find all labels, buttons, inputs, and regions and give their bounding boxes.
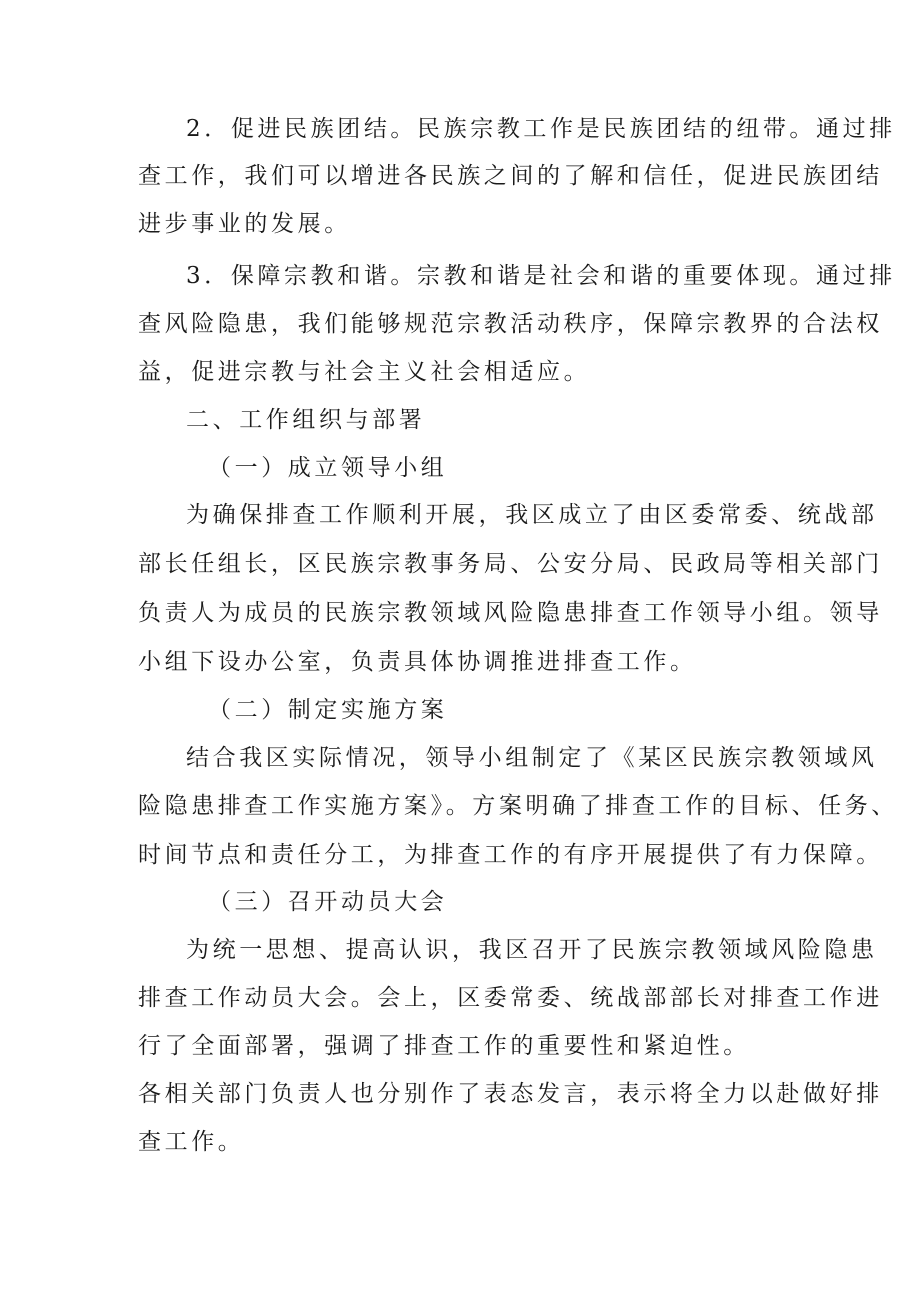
paragraph-line: 排查工作动员大会。会上，区委常委、统战部部长对排查工作进 (138, 985, 883, 1011)
paragraph-line: 进步事业的发展。 (138, 211, 351, 237)
paragraph-line: 负责人为成员的民族宗教领域风险隐患排查工作领导小组。领导 (138, 600, 883, 626)
paragraph-line: 查风险隐患，我们能够规范宗教活动秩序，保障宗教界的合法权 (138, 311, 883, 337)
paragraph-line: 3．保障宗教和谐。宗教和谐是社会和谐的重要体现。通过排 (186, 263, 896, 289)
paragraph-line: 益，促进宗教与社会主义社会相适应。 (138, 359, 591, 385)
paragraph-line: 结合我区实际情况，领导小组制定了《某区民族宗教领域风 (186, 745, 878, 771)
paragraph-line: 行了全面部署，强调了排查工作的重要性和紧迫性。 (138, 1033, 750, 1059)
section-heading: 二、工作组织与部署 (186, 407, 426, 433)
subsection-heading: （三）召开动员大会 (208, 889, 448, 915)
paragraph-line: 查工作。 (138, 1129, 245, 1155)
subsection-heading: （二）制定实施方案 (208, 697, 448, 723)
paragraph-line: 为确保排查工作顺利开展，我区成立了由区委常委、统战部 (186, 502, 878, 528)
paragraph-line: 时间节点和责任分工，为排查工作的有序开展提供了有力保障。 (138, 842, 883, 868)
paragraph-line: 险隐患排查工作实施方案》。方案明确了排查工作的目标、任务、 (138, 793, 898, 819)
paragraph-line: 2．促进民族团结。民族宗教工作是民族团结的纽带。通过排 (186, 116, 896, 142)
paragraph-line: 为统一思想、提高认识，我区召开了民族宗教领域风险隐患 (186, 937, 878, 963)
paragraph-line: 部长任组长，区民族宗教事务局、公安分局、民政局等相关部门 (138, 551, 883, 577)
paragraph-line: 小组下设办公室，负责具体协调推进排查工作。 (138, 649, 697, 675)
subsection-heading: （一）成立领导小组 (208, 455, 448, 481)
paragraph-line: 各相关部门负责人也分别作了表态发言，表示将全力以赴做好排 (138, 1081, 883, 1107)
paragraph-line: 查工作，我们可以增进各民族之间的了解和信任，促进民族团结 (138, 163, 883, 189)
